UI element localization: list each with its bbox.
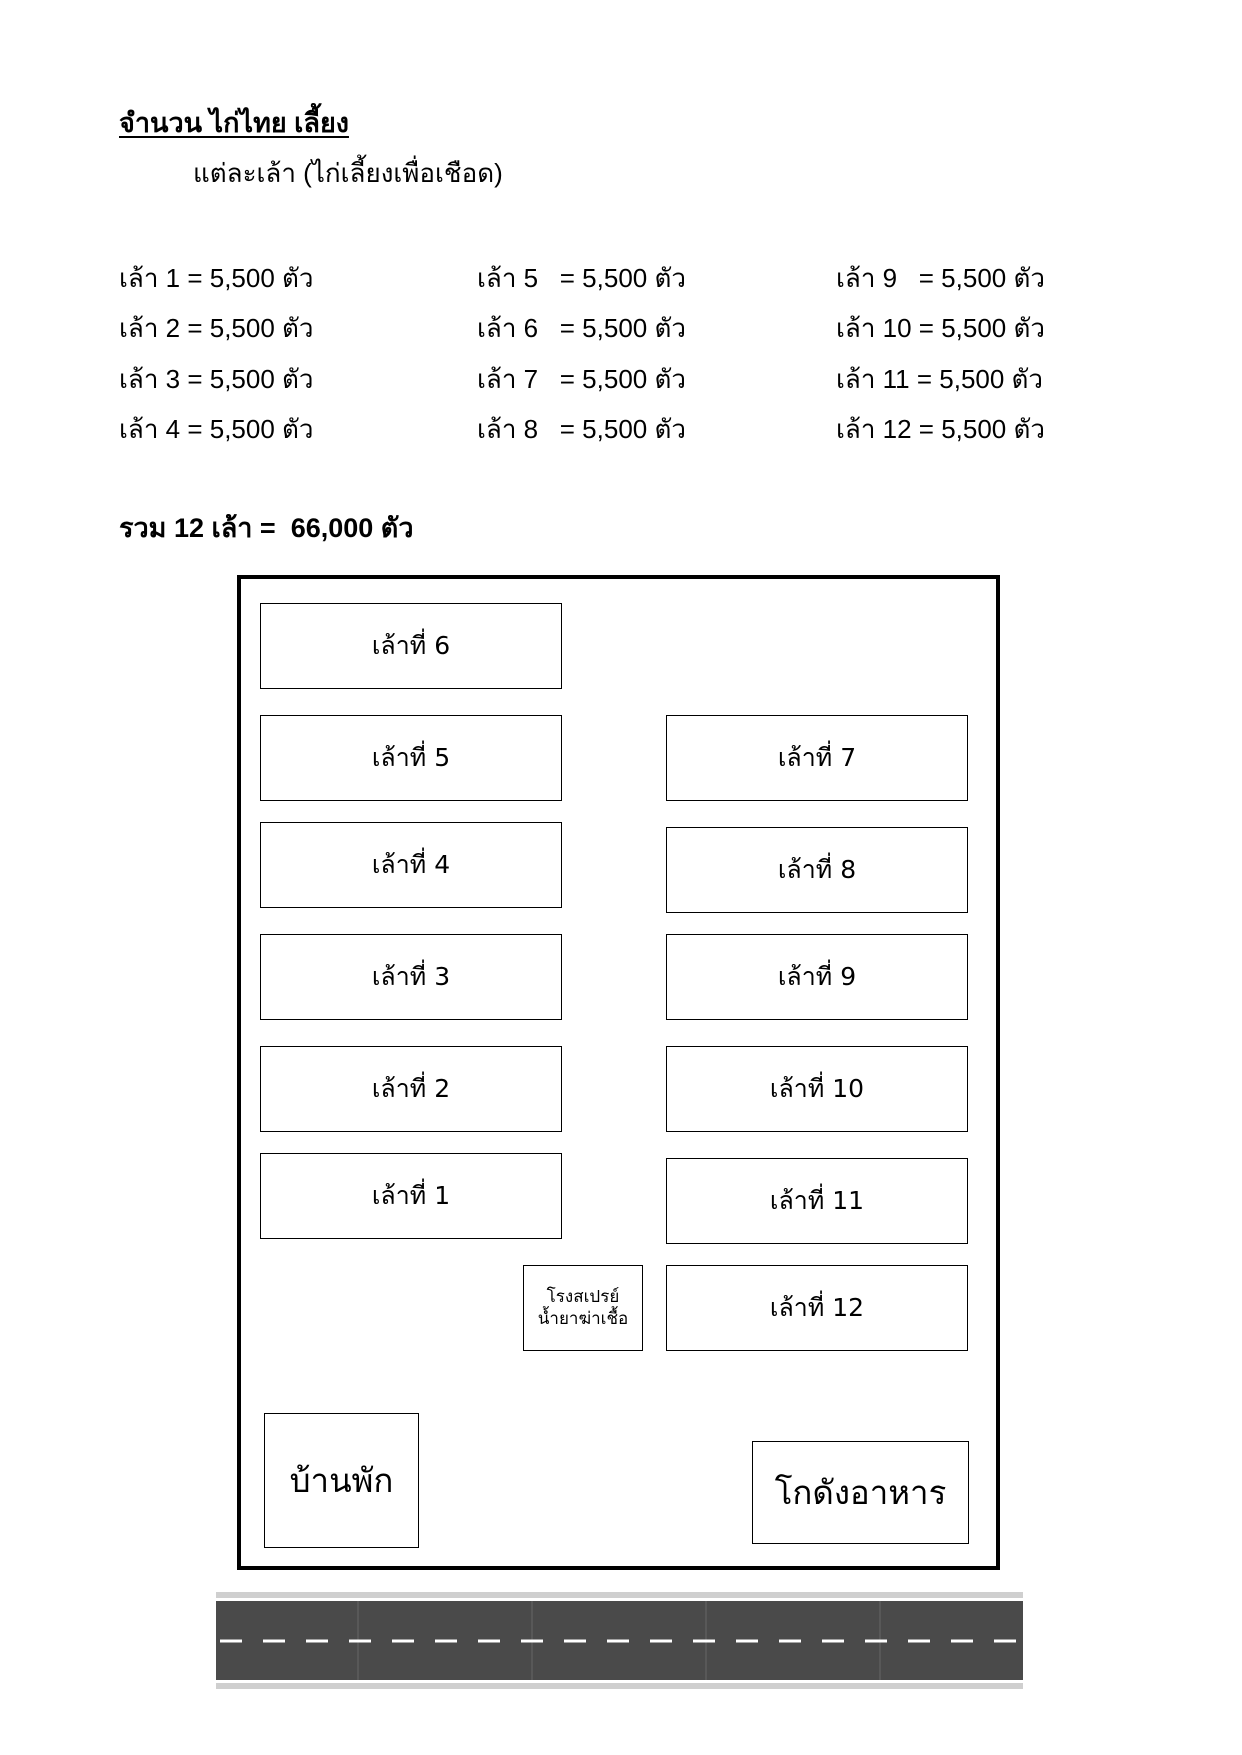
residence: บ้านพัก: [264, 1413, 419, 1548]
house-10: เล้าที่ 10: [666, 1046, 968, 1132]
house-11: เล้าที่ 11: [666, 1158, 968, 1244]
house-2: เล้าที่ 2: [260, 1046, 562, 1132]
count-house-10: เล้า 10 = 5,500 ตัว: [836, 313, 1045, 343]
count-house-8: เล้า 8 = 5,500 ตัว: [477, 414, 686, 444]
page-title: จำนวน ไก่ไทย เลี้ยง: [119, 108, 349, 138]
count-house-2: เล้า 2 = 5,500 ตัว: [119, 313, 314, 343]
house-8: เล้าที่ 8: [666, 827, 968, 913]
house-6: เล้าที่ 6: [260, 603, 562, 689]
count-house-9: เล้า 9 = 5,500 ตัว: [836, 263, 1045, 293]
feed-warehouse: โกดังอาหาร: [752, 1441, 969, 1544]
page-subtitle: แต่ละเล้า (ไก่เลี้ยงเพื่อเชือด): [193, 158, 503, 188]
house-12: เล้าที่ 12: [666, 1265, 968, 1351]
count-house-6: เล้า 6 = 5,500 ตัว: [477, 313, 686, 343]
house-3: เล้าที่ 3: [260, 934, 562, 1020]
count-house-11: เล้า 11 = 5,500 ตัว: [836, 364, 1044, 394]
count-house-1: เล้า 1 = 5,500 ตัว: [119, 263, 314, 293]
count-house-12: เล้า 12 = 5,500 ตัว: [836, 414, 1045, 444]
house-9: เล้าที่ 9: [666, 934, 968, 1020]
spray-station-label-line2: น้ำยาฆ่าเชื้อ: [537, 1309, 629, 1329]
count-house-4: เล้า 4 = 5,500 ตัว: [119, 414, 314, 444]
house-7: เล้าที่ 7: [666, 715, 968, 801]
house-4: เล้าที่ 4: [260, 822, 562, 908]
disinfectant-spray-station: [523, 1265, 643, 1351]
house-5: เล้าที่ 5: [260, 715, 562, 801]
count-house-3: เล้า 3 = 5,500 ตัว: [119, 364, 314, 394]
road: [216, 1592, 1023, 1689]
total-summary: รวม 12 เล้า = 66,000 ตัว: [119, 513, 414, 543]
house-1: เล้าที่ 1: [260, 1153, 562, 1239]
spray-station-label-line1: โรงสเปรย์: [546, 1287, 620, 1307]
count-house-7: เล้า 7 = 5,500 ตัว: [477, 364, 686, 394]
count-house-5: เล้า 5 = 5,500 ตัว: [477, 263, 686, 293]
